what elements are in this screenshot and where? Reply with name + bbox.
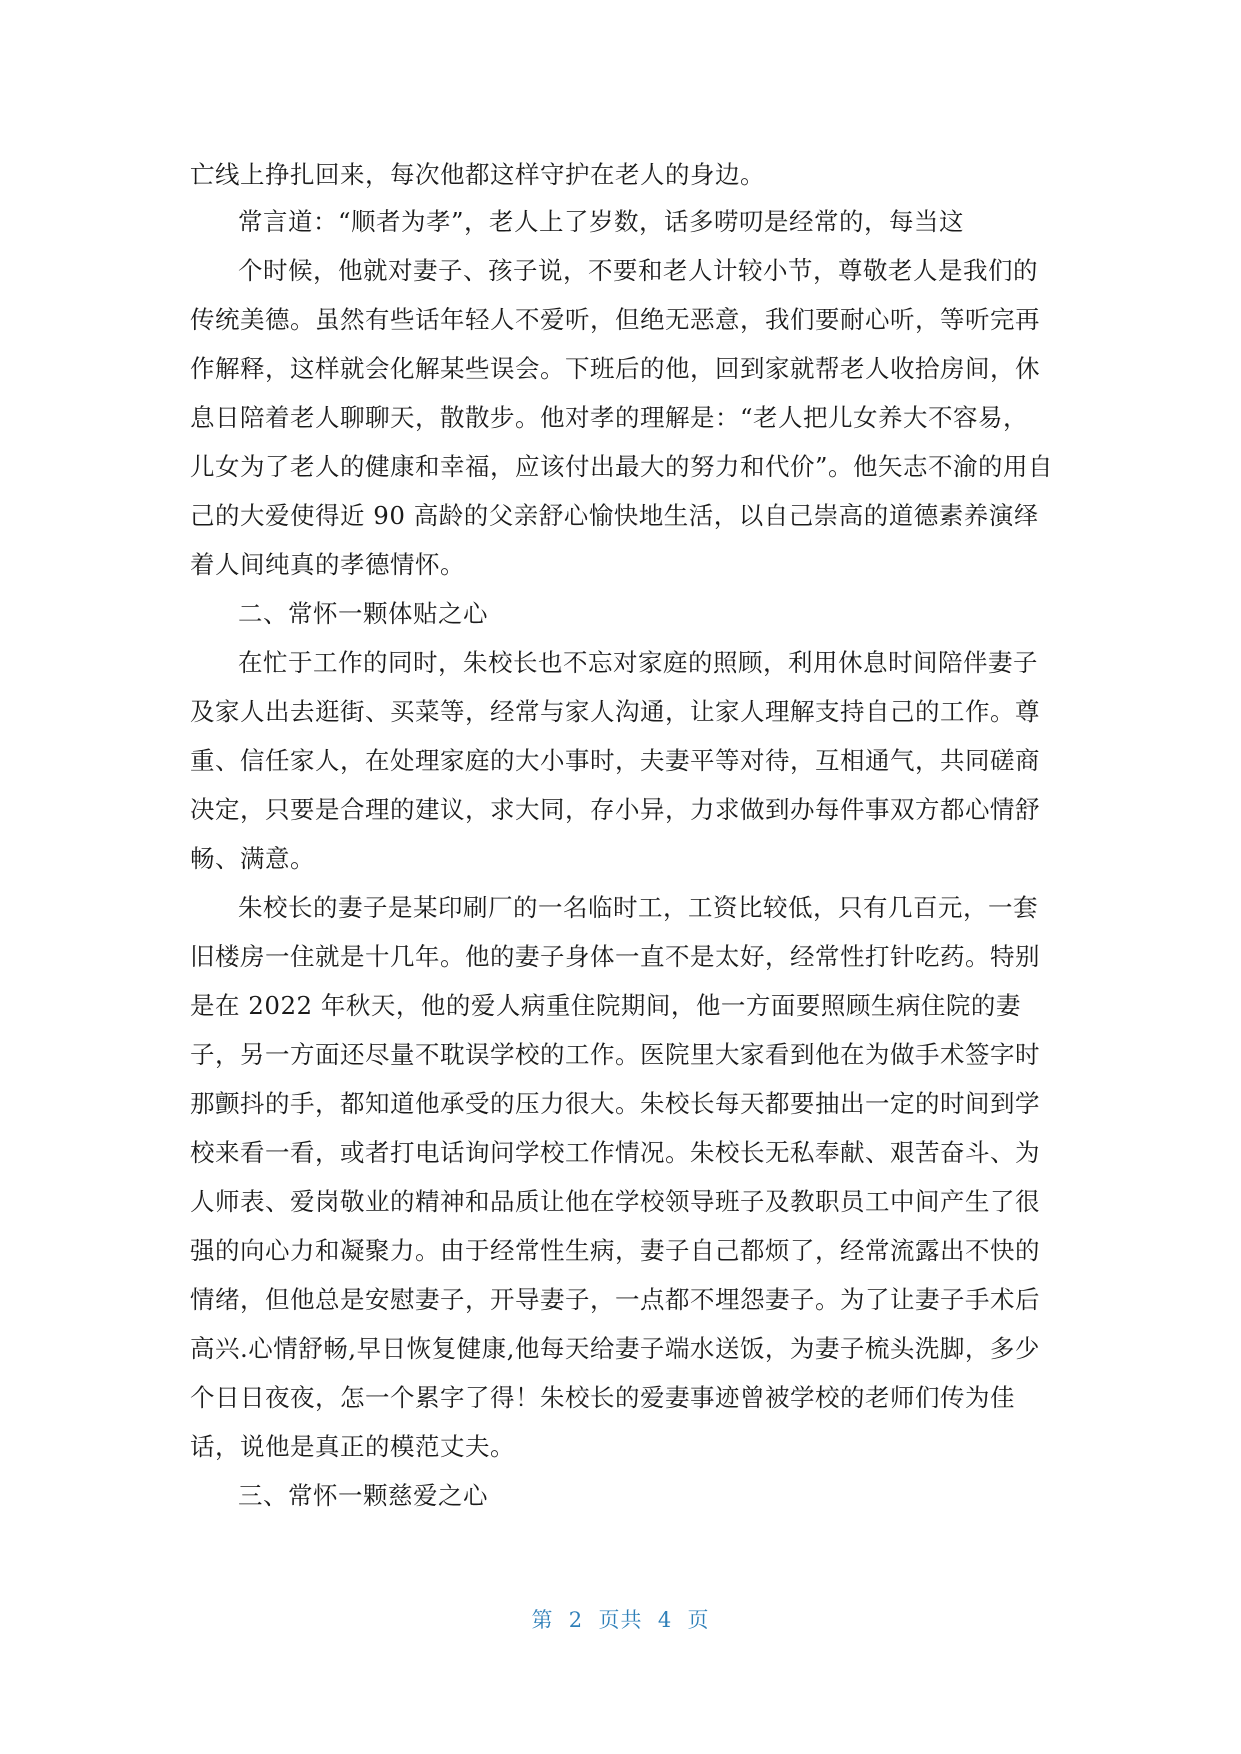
text-line: 校来看一看，或者打电话询问学校工作情况。朱校长无私奉献、艰苦奋斗、为 [190, 1138, 1040, 1167]
text-line: 作解释，这样就会化解某些误会。下班后的他，回到家就帮老人收拾房间，休 [190, 354, 1040, 383]
text-line: 人师表、爱岗敬业的精神和品质让他在学校领导班子及教职员工中间产生了很 [190, 1187, 1040, 1216]
text-line: 是在 2022 年秋天，他的爱人病重住院期间，他一方面要照顾生病住院的妻 [190, 991, 1021, 1020]
text-line: 传统美德。虽然有些话年轻人不爱听，但绝无恶意，我们要耐心听，等听完再 [190, 305, 1040, 334]
text-line: 决定，只要是合理的建议，求大同，存小异，力求做到办每件事双方都心情舒 [190, 795, 1040, 824]
text-line: 息日陪着老人聊聊天，散散步。他对孝的理解是：“老人把儿女养大不容易， [190, 403, 1029, 432]
text-line: 朱校长的妻子是某印刷厂的一名临时工，工资比较低，只有几百元，一套 [238, 893, 1038, 922]
text-line: 强的向心力和凝聚力。由于经常性生病，妻子自己都烦了，经常流露出不快的 [190, 1236, 1040, 1265]
text-line: 亡线上挣扎回来，每次他都这样守护在老人的身边。 [190, 160, 765, 189]
text-line: 情绪，但他总是安慰妻子，开导妻子，一点都不埋怨妻子。为了让妻子手术后 [190, 1285, 1040, 1314]
text-line: 在忙于工作的同时，朱校长也不忘对家庭的照顾，利用休息时间陪伴妻子 [238, 648, 1038, 677]
page-number-footer: 第 2 页共 4 页 [531, 1608, 710, 1632]
text-line: 及家人出去逛街、买菜等，经常与家人沟通，让家人理解支持自己的工作。尊 [190, 697, 1040, 726]
text-line: 高兴.心情舒畅,早日恢复健康,他每天给妻子端水送饭，为妻子梳头洗脚，多少 [190, 1334, 1040, 1363]
section-heading: 三、常怀一颗慈爱之心 [238, 1481, 488, 1510]
text-line: 己的大爱使得近 90 高龄的父亲舒心愉快地生活，以自己崇高的道德素养演绎 [190, 501, 1039, 530]
text-line: 个时候，他就对妻子、孩子说，不要和老人计较小节，尊敬老人是我们的 [238, 256, 1038, 285]
text-line: 旧楼房一住就是十几年。他的妻子身体一直不是太好，经常性打针吃药。特别 [190, 942, 1040, 971]
text-line: 那颤抖的手，都知道他承受的压力很大。朱校长每天都要抽出一定的时间到学 [190, 1089, 1040, 1118]
text-line: 个日日夜夜，怎一个累字了得！朱校长的爱妻事迹曾被学校的老师们传为佳 [190, 1383, 1015, 1412]
text-line: 话，说他是真正的模范丈夫。 [190, 1432, 515, 1461]
text-line: 畅、满意。 [190, 844, 315, 873]
section-heading: 二、常怀一颗体贴之心 [238, 599, 488, 628]
text-line: 重、信任家人，在处理家庭的大小事时，夫妻平等对待，互相通气，共同磋商 [190, 746, 1040, 775]
text-line: 着人间纯真的孝德情怀。 [190, 550, 465, 579]
text-line: 子，另一方面还尽量不耽误学校的工作。医院里大家看到他在为做手术签字时 [190, 1040, 1040, 1069]
text-line: 儿女为了老人的健康和幸福，应该付出最大的努力和代价”。他矢志不渝的用自 [190, 452, 1054, 481]
text-line: 常言道：“顺者为孝”，老人上了岁数，话多唠叨是经常的，每当这 [238, 207, 965, 236]
